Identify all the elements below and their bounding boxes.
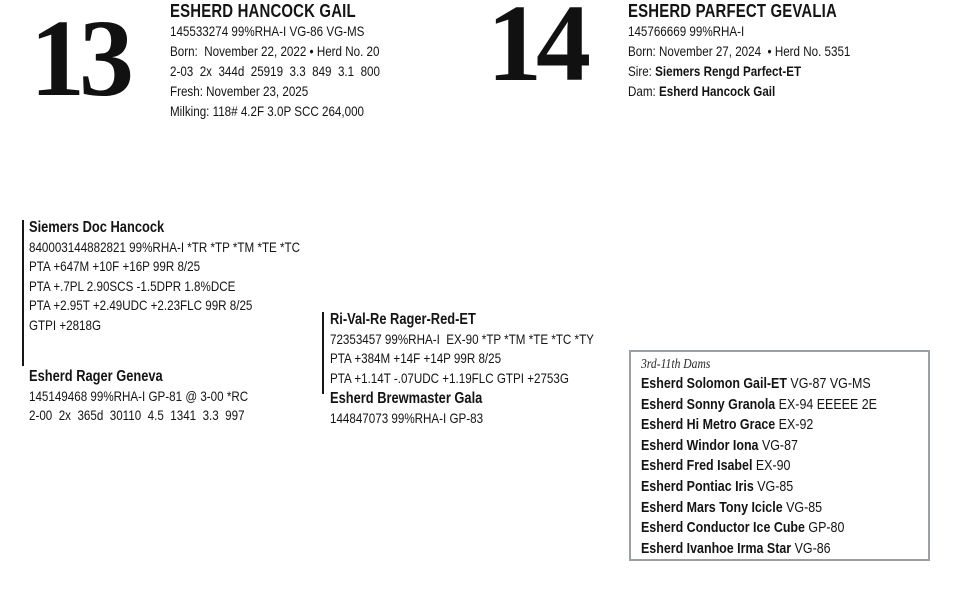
- dam-entry: [641, 374, 877, 395]
- dam-entry: [641, 477, 877, 498]
- lot-13-sire-pedigree-block: [29, 217, 300, 335]
- dam-entry-name: Esherd Hi Metro Grace: [641, 416, 776, 434]
- dams-box: [629, 350, 930, 561]
- dam-entry-name: Esherd Mars Tony Icicle: [641, 498, 783, 516]
- lot-14-pedigree-block: [330, 309, 594, 429]
- pedigree-line: PTA +647M +10F +16P 99R 8/25: [29, 258, 201, 275]
- dam-entry-score: VG-86: [791, 539, 831, 557]
- dam-entry: [641, 395, 877, 416]
- lot-14-born-line: Born: November 27, 2024 • Herd No. 5351: [628, 42, 851, 59]
- dam-entry: [641, 539, 877, 560]
- pedigree-line: 2-00 2x 365d 30110 4.5 1341 3.3 997: [29, 407, 245, 424]
- dam-entry-name: Esherd Ivanhoe Irma Star: [641, 539, 792, 557]
- dam-entry: [641, 436, 877, 457]
- dam-entry-score: GP-80: [804, 519, 845, 537]
- lot-13-production-line: 2-03 2x 344d 25919 3.3 849 3.1 800: [170, 62, 380, 79]
- dam-entry-score: VG-85: [782, 498, 823, 516]
- pedigree-line: PTA +.7PL 2.90SCS -1.5DPR 1.8%DCE: [29, 277, 236, 294]
- dam-name: Esherd Rager Geneva: [29, 368, 163, 385]
- lot-14-sire-line: [628, 62, 850, 82]
- dam-entry-name: Esherd Solomon Gail-ET: [641, 375, 787, 392]
- lot-13-registration-line: 145533274 99%RHA-I VG-86 VG-MS: [170, 23, 365, 39]
- dam-entry-score: VG-87: [758, 436, 798, 454]
- dam-entry-name: Esherd Windor Iona: [641, 436, 759, 454]
- pedigree-line: PTA +384M +14F +14P 99R 8/25: [330, 350, 502, 367]
- lot-14-animal-name: ESHERD PARFECT GEVALIA: [628, 1, 837, 21]
- sire-value: Siemers Rengd Parfect-ET: [655, 62, 802, 79]
- dam-entry-score: VG-87 VG-MS: [786, 375, 871, 392]
- dam-entry-score: EX-94 EEEEE 2E: [775, 395, 877, 413]
- dam-label: Dam:: [628, 82, 659, 99]
- pedigree-line: PTA +2.95T +2.49UDC +2.23FLC 99R 8/25: [29, 297, 253, 314]
- sire-label: Sire:: [628, 62, 656, 79]
- dam-entry: [641, 456, 877, 477]
- pedigree-line: GTPI +2818G: [29, 316, 102, 333]
- dams-box-content: [641, 356, 877, 559]
- lot-14-registration-line: 145766669 99%RHA-I: [628, 23, 745, 39]
- pedigree-line: 144847073 99%RHA-I GP-83: [330, 410, 484, 427]
- lot-14-dam-line: [628, 82, 850, 102]
- pedigree-bracket-line: [322, 312, 324, 394]
- pedigree-line: 145149468 99%RHA-I GP-81 @ 3-00 *RC: [29, 388, 249, 404]
- dam-entry-name: Esherd Fred Isabel: [641, 457, 753, 475]
- dam-entry-score: VG-85: [753, 477, 794, 495]
- lot-13-milking-line: Milking: 118# 4.2F 3.0P SCC 264,000: [170, 102, 364, 119]
- dam-entry: [641, 518, 877, 539]
- dam-entry-name: Esherd Pontiac Iris: [641, 477, 754, 495]
- dam-name: Esherd Brewmaster Gala: [330, 390, 483, 408]
- pedigree-bracket-line: [22, 220, 24, 366]
- lot-13-number: 13: [30, 0, 128, 119]
- dam-entry-score: EX-92: [775, 416, 814, 434]
- lot-13-dam-pedigree-block: [29, 366, 248, 426]
- lot-13-born-line: Born: November 22, 2022 • Herd No. 20: [170, 42, 380, 59]
- lot-14-header-block: [628, 1, 850, 102]
- dam-entry: [641, 498, 877, 519]
- lot-14-number: 14: [487, 0, 585, 104]
- lot-13-animal-name: ESHERD HANCOCK GAIL: [170, 1, 356, 21]
- dam-value: Esherd Hancock Gail: [658, 82, 776, 99]
- lot-13-fresh-line: Fresh: November 23, 2025: [170, 82, 309, 99]
- dams-box-heading: 3rd-11th Dams: [641, 357, 711, 372]
- dam-entry-score: EX-90: [752, 457, 791, 475]
- dam-entry-name: Esherd Sonny Granola: [641, 395, 776, 413]
- dam-entry: [641, 415, 877, 436]
- sire-name: Siemers Doc Hancock: [29, 219, 165, 236]
- lot-13-header-block: [170, 1, 380, 122]
- dam-entry-name: Esherd Conductor Ice Cube: [641, 519, 805, 537]
- pedigree-line: PTA +1.14T -.07UDC +1.19FLC GTPI +2753G: [330, 369, 569, 386]
- pedigree-line: 840003144882821 99%RHA-I *TR *TP *TM *TE *TC: [29, 239, 301, 255]
- pedigree-line: 72353457 99%RHA-I EX-90 *TP *TM *TE *TC *TY: [330, 331, 594, 347]
- sire-name: Ri-Val-Re Rager-Red-ET: [330, 311, 476, 328]
